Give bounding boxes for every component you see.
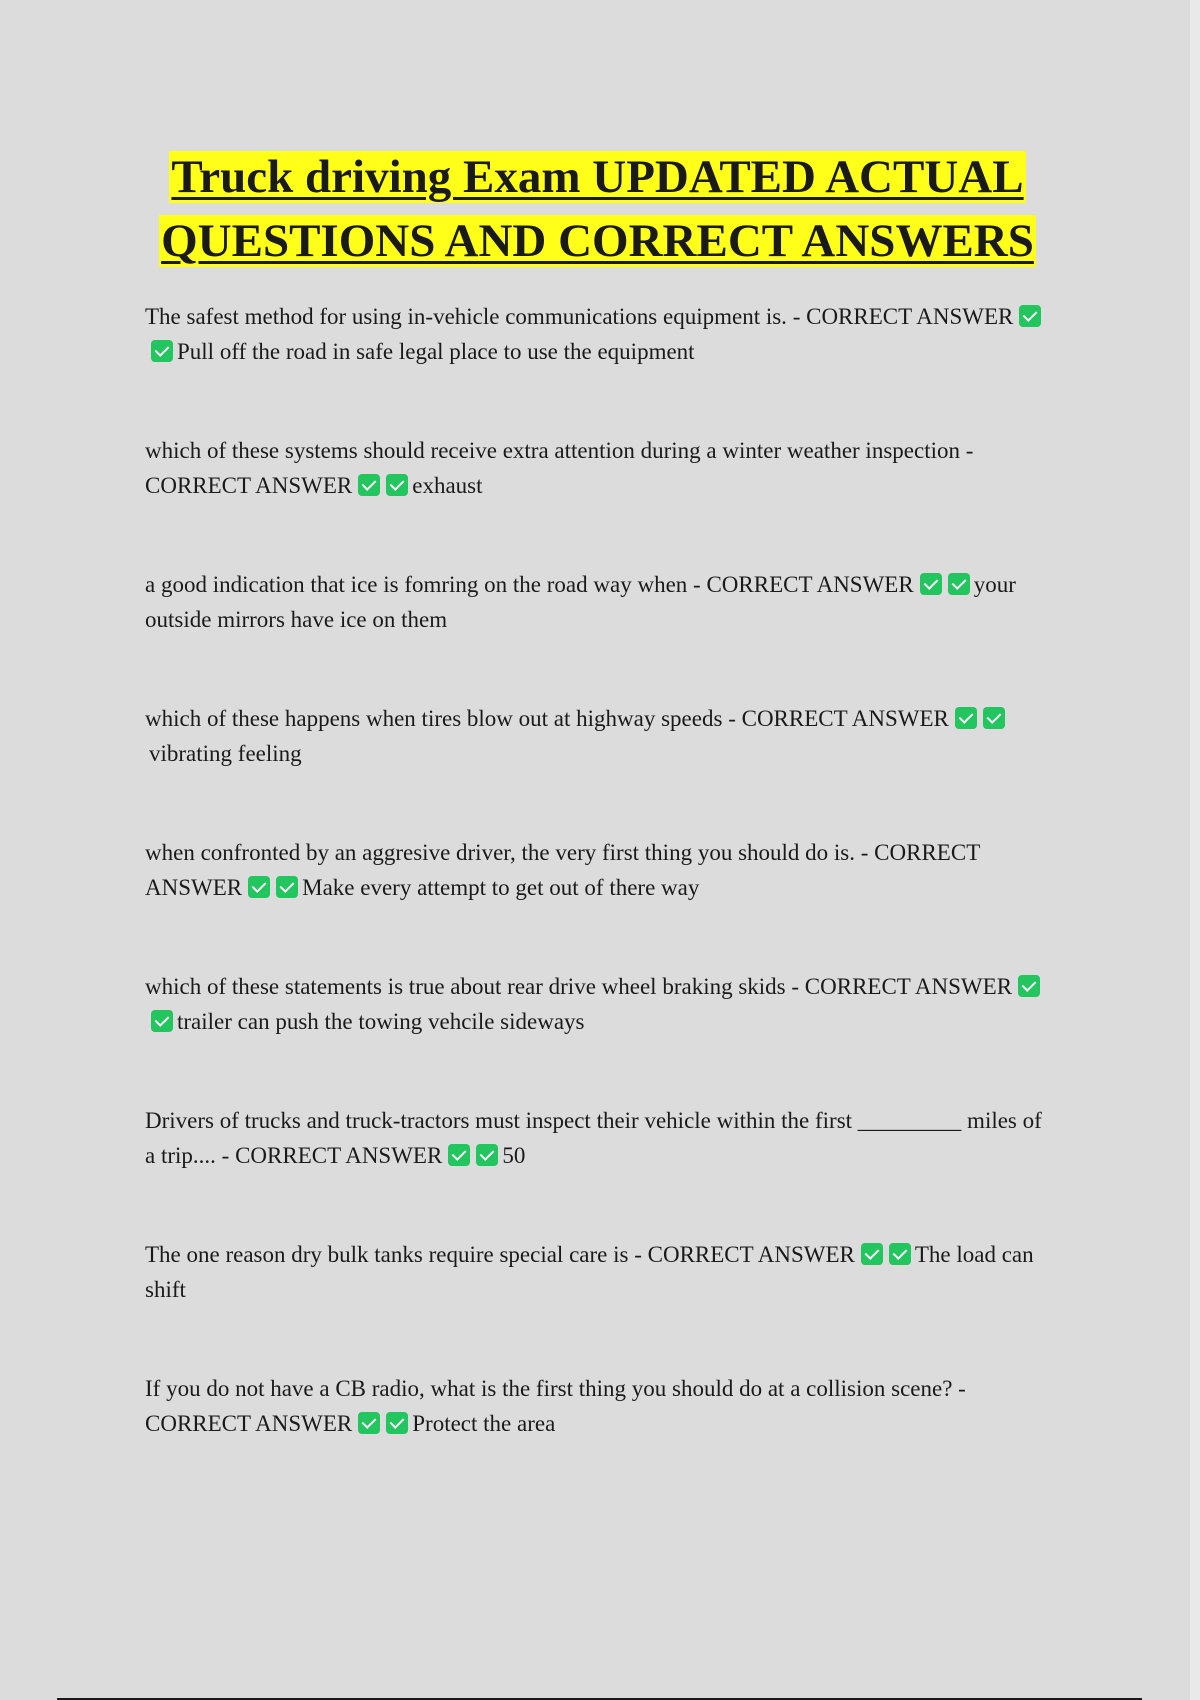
answer-text: Protect the area — [412, 1411, 556, 1436]
answer-text: your outside mirrors have ice on them — [145, 572, 1016, 632]
check-box-icon — [151, 340, 173, 362]
check-box-icon — [861, 1243, 883, 1265]
check-box-icon — [955, 707, 977, 729]
correct-answer-marker: - CORRECT ANSWER — [722, 706, 949, 731]
check-box-icon — [889, 1243, 911, 1265]
correct-answer-marker: - CORRECT ANSWER — [628, 1242, 855, 1267]
check-box-icon — [358, 474, 380, 496]
question-text: which of these happens when tires blow out at highway speeds — [145, 706, 723, 731]
answer-text: exhaust — [412, 473, 483, 498]
qa-item — [145, 701, 1050, 771]
question-text: which of these statements is true about rear drive wheel braking skids — [145, 974, 786, 999]
check-box-icon — [358, 1412, 380, 1434]
correct-answer-marker: - CORRECT ANSWER — [145, 1376, 966, 1436]
correct-answer-marker: - CORRECT ANSWER — [215, 1143, 443, 1168]
document-page — [145, 145, 1050, 1505]
question-text: Drivers of trucks and truck-tractors must inspect their vehicle within the first _________ miles of a trip.... — [145, 1108, 1042, 1168]
answer-text: Pull off the road in safe legal place to use the equipment — [177, 339, 695, 364]
check-box-icon — [1019, 305, 1041, 327]
qa-item — [145, 433, 1050, 503]
check-box-icon — [948, 573, 970, 595]
title-line-2: QUESTIONS AND CORRECT ANSWERS — [161, 215, 1034, 267]
correct-answer-marker: - CORRECT ANSWER — [145, 438, 974, 498]
correct-answer-marker: - CORRECT ANSWER — [687, 572, 914, 597]
check-box-icon — [386, 474, 408, 496]
document-title — [145, 145, 1050, 273]
check-box-icon — [920, 573, 942, 595]
qa-list — [145, 299, 1050, 1441]
check-box-icon — [1018, 975, 1040, 997]
check-box-icon — [476, 1144, 498, 1166]
qa-item — [145, 1371, 1050, 1441]
answer-text: 50 — [502, 1143, 526, 1168]
correct-answer-marker: - CORRECT ANSWER — [786, 304, 1014, 329]
answer-text: The load can shift — [145, 1242, 1034, 1302]
question-text: a good indication that ice is fomring on the road way when — [145, 572, 688, 597]
qa-item — [145, 1103, 1050, 1173]
check-box-icon — [151, 1010, 173, 1032]
check-box-icon — [386, 1412, 408, 1434]
question-text: If you do not have a CB radio, what is the first thing you should do at a collision scene? — [145, 1376, 953, 1401]
page-right-edge — [1190, 0, 1200, 1700]
answer-text: Make every attempt to get out of there way — [302, 875, 700, 900]
qa-item — [145, 835, 1050, 905]
answer-text: vibrating feeling — [149, 741, 302, 766]
answer-text: trailer can push the towing vehcile sideways — [177, 1009, 585, 1034]
qa-item — [145, 299, 1050, 369]
qa-item — [145, 1237, 1050, 1307]
qa-item — [145, 969, 1050, 1039]
question-text: when confronted by an aggresive driver, the very first thing you should do is. — [145, 840, 856, 865]
correct-answer-marker: - CORRECT ANSWER — [785, 974, 1013, 999]
correct-answer-marker: - CORRECT ANSWER — [145, 840, 980, 900]
question-text: The one reason dry bulk tanks require special care is — [145, 1242, 629, 1267]
qa-item — [145, 567, 1050, 637]
question-text: The safest method for using in-vehicle communications equipment is. — [145, 304, 787, 329]
check-box-icon — [448, 1144, 470, 1166]
title-line-1: Truck driving Exam UPDATED ACTUAL — [171, 151, 1024, 203]
check-box-icon — [983, 707, 1005, 729]
check-box-icon — [276, 876, 298, 898]
check-box-icon — [248, 876, 270, 898]
question-text: which of these systems should receive extra attention during a winter weather inspection — [145, 438, 960, 463]
